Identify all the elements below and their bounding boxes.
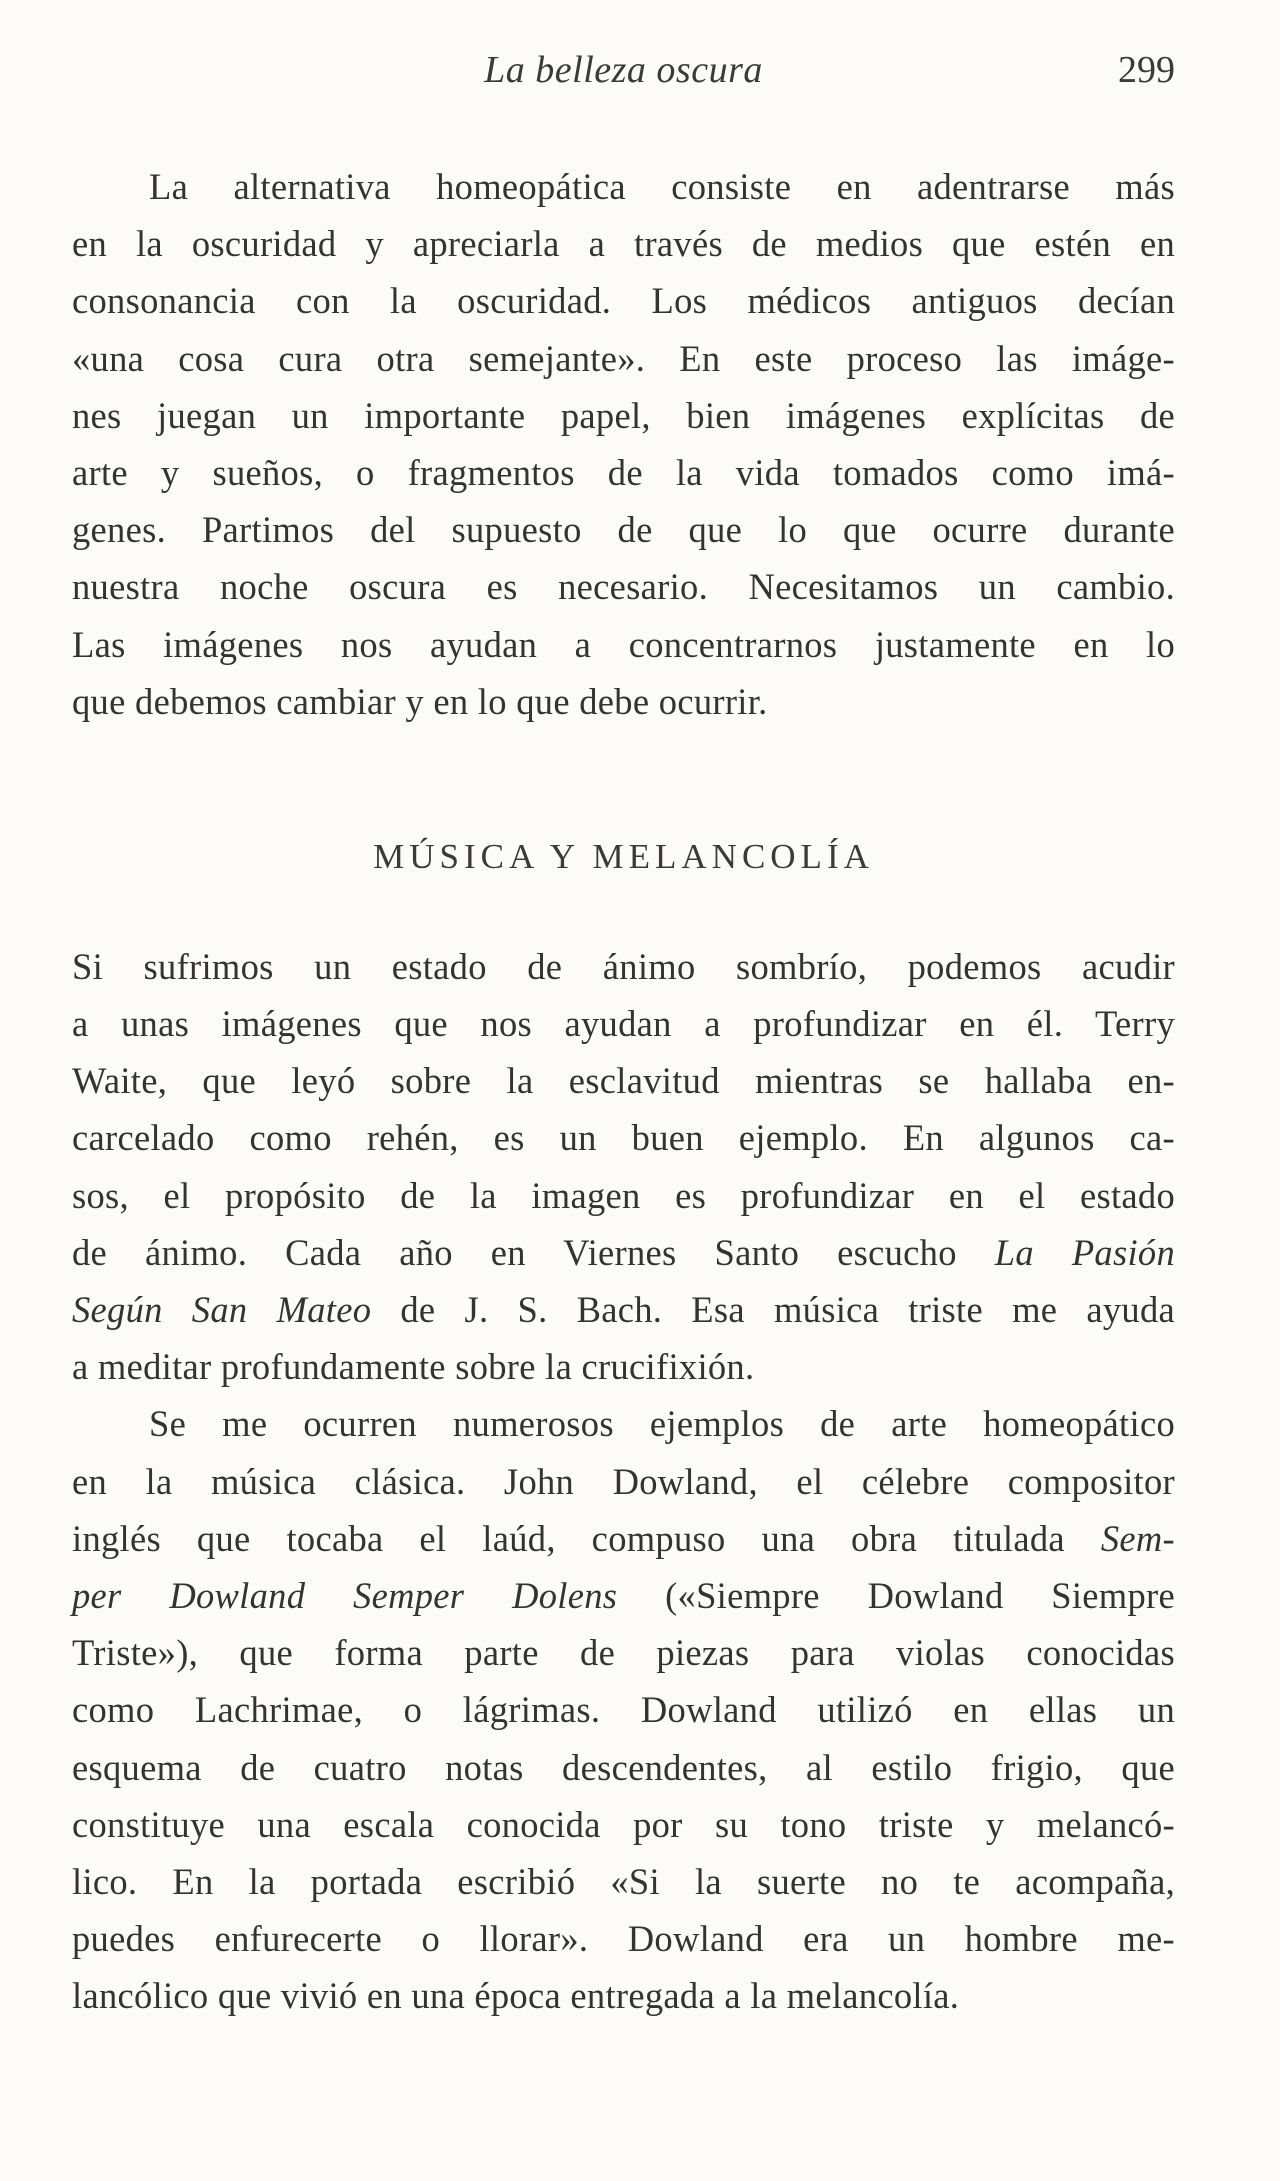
text-line: nuestra noche oscura es necesario. Necesitamos un cambio. — [72, 566, 1175, 608]
text-segment: inglés que tocaba el laúd, compuso una obra titulada — [72, 1517, 1101, 1559]
text-line: genes. Partimos del supuesto de que lo que ocurre durante — [72, 509, 1175, 551]
text-line: en la oscuridad y apreciarla a través de medios que estén en — [72, 223, 1175, 265]
text-line: consonancia con la oscuridad. Los médicos antiguos decían — [72, 280, 1175, 322]
text-line: lico. En la portada escribió «Si la suerte no te acompaña, — [72, 1860, 1175, 1902]
paragraph-3 — [72, 1395, 1175, 2024]
text-segment: («Siempre Dowland Siempre — [617, 1574, 1175, 1616]
text-line: nes juegan un importante papel, bien imágenes explícitas de — [72, 394, 1175, 436]
text-line: constituye una escala conocida por su tono triste y melancó- — [72, 1803, 1175, 1845]
text-line: a meditar profundamente sobre la crucifixión. — [72, 1346, 755, 1388]
text-segment: de ánimo. Cada año en Viernes Santo escucho — [72, 1231, 995, 1273]
page-number: 299 — [1118, 49, 1175, 91]
italic-title-segment: La Pasión — [994, 1231, 1176, 1273]
body-text — [72, 158, 1175, 2024]
text-line: arte y sueños, o fragmentos de la vida tomados como imá- — [72, 451, 1175, 493]
text-line: en la música clásica. John Dowland, el célebre compositor — [72, 1460, 1175, 1502]
text-line: puedes enfurecerte o llorar». Dowland era un hombre me- — [72, 1918, 1175, 1960]
text-line: La alternativa homeopática consiste en adentrarse más — [149, 166, 1175, 207]
paragraph-1 — [72, 158, 1175, 730]
text-line: que debemos cambiar y en lo que debe ocurrir. — [72, 680, 768, 722]
italic-title-segment: Según San Mateo — [72, 1289, 372, 1330]
text-line: Las imágenes nos ayudan a concentrarnos justamente en lo — [72, 623, 1175, 665]
text-line: Waite, que leyó sobre la esclavitud mientras se hallaba en- — [72, 1060, 1175, 1102]
section-heading: MÚSICA Y MELANCOLÍA — [373, 836, 874, 876]
text-line: lancólico que vivió en una época entregada a la melancolía. — [72, 1975, 960, 2017]
text-line: Triste»), que forma parte de piezas para violas conocidas — [72, 1632, 1175, 1674]
text-line — [72, 1281, 1175, 1338]
text-line: a unas imágenes que nos ayudan a profundizar en él. Terry — [72, 1003, 1175, 1045]
text-line: carcelado como rehén, es un buen ejemplo. En algunos ca- — [72, 1117, 1175, 1159]
running-header-title: La belleza oscura — [484, 49, 763, 91]
text-line — [72, 1567, 1175, 1624]
text-line — [72, 1510, 1175, 1567]
text-line: como Lachrimae, o lágrimas. Dowland utilizó en ellas un — [72, 1689, 1175, 1731]
running-header — [72, 48, 1175, 98]
text-line: esquema de cuatro notas descendentes, al estilo frigio, que — [72, 1746, 1175, 1788]
text-line: Se me ocurren numerosos ejemplos de arte homeopático — [149, 1403, 1175, 1445]
text-line: Si sufrimos un estado de ánimo sombrío, podemos acudir — [72, 945, 1175, 987]
paragraph-2 — [72, 938, 1175, 1396]
text-line: sos, el propósito de la imagen es profundizar en el estado — [72, 1174, 1175, 1216]
italic-title-segment: Sem- — [1100, 1517, 1175, 1559]
text-line: «una cosa cura otra semejante». En este proceso las imáge- — [72, 337, 1175, 379]
book-page — [72, 0, 1175, 2181]
text-segment: de J. S. Bach. Esa música triste me ayuda — [371, 1289, 1175, 1330]
text-line — [72, 1224, 1175, 1281]
italic-title-segment: per Dowland Semper Dolens — [72, 1574, 618, 1616]
